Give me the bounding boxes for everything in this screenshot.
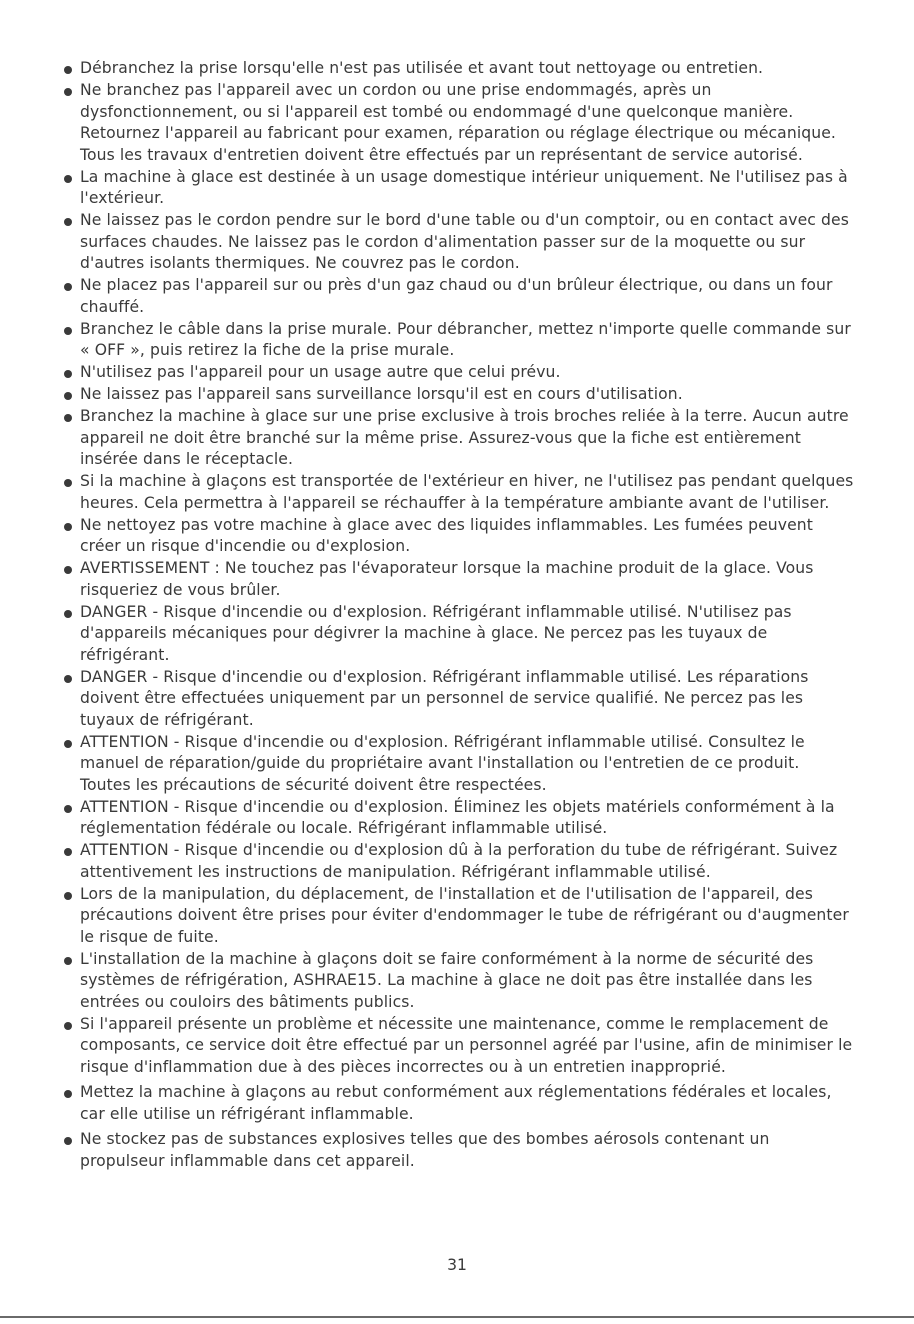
safety-instructions-list: [62, 58, 854, 1173]
list-item: [62, 884, 854, 949]
list-item: [62, 319, 854, 362]
list-item: [62, 1014, 854, 1079]
list-item-text: Ne stockez pas de substances explosives telles que des bombes aérosols contenant un propulseur inflammable dans cet appareil.: [80, 1130, 770, 1170]
list-item: [62, 558, 854, 601]
list-item-text: Ne branchez pas l'appareil avec un cordon ou une prise endommagés, après un dysfonctionnement, ou si l'appareil est tombé ou endommagé d'une quelconque manière. Retournez l'appareil au fabricant pour examen, réparation ou réglage électrique ou mécanique. Tous les travaux d'entretien doivent être effectués par un représentant de service autorisé.: [80, 81, 836, 164]
bullet-icon: [64, 392, 72, 400]
list-item-text: Lors de la manipulation, du déplacement, de l'installation et de l'utilisation de l'appareil, des précautions doivent être prises pour éviter d'endommager le tube de réfrigérant ou d'augmenter le risque de fuite.: [80, 884, 849, 946]
list-item: [62, 602, 854, 667]
list-item-text: Mettez la machine à glaçons au rebut conformément aux réglementations fédérales et locales, car elle utilise un réfrigérant inflammable.: [80, 1083, 832, 1123]
bullet-icon: [64, 175, 72, 183]
list-item: [62, 362, 854, 384]
list-item: [62, 210, 854, 275]
bullet-icon: [64, 414, 72, 422]
bullet-icon: [64, 1022, 72, 1030]
list-item-text: Ne nettoyez pas votre machine à glace avec des liquides inflammables. Les fumées peuvent créer un risque d'incendie ou d'explosion.: [80, 515, 813, 555]
list-item: [62, 58, 854, 80]
list-item: [62, 406, 854, 471]
list-item: [62, 1082, 854, 1125]
list-item-text: L'installation de la machine à glaçons doit se faire conformément à la norme de sécurité des systèmes de réfrigération, ASHRAE15. La machine à glace ne doit pas être installée dans les entrées ou couloirs des bâtiments publics.: [80, 949, 814, 1011]
list-item-text: Si l'appareil présente un problème et nécessite une maintenance, comme le remplacement de composants, ce service doit être effectué par un personnel agréé par l'usine, afin de minimiser le risque d'inflammation due à des pièces incorrectes ou à un entretien inapproprié.: [80, 1014, 853, 1076]
list-item: [62, 840, 854, 883]
bullet-icon: [64, 370, 72, 378]
bullet-icon: [64, 479, 72, 487]
list-item-text: ATTENTION - Risque d'incendie ou d'explosion dû à la perforation du tube de réfrigérant. Suivez attentivement les instructions de manipulation. Réfrigérant inflammable utilisé.: [80, 841, 838, 881]
list-item: [62, 1129, 854, 1172]
list-item: [62, 515, 854, 558]
list-item-text: La machine à glace est destinée à un usage domestique intérieur uniquement. Ne l'utilisez pas à l'extérieur.: [80, 167, 848, 207]
list-item-text: Débranchez la prise lorsqu'elle n'est pas utilisée et avant tout nettoyage ou entretien.: [80, 59, 764, 77]
list-item: [62, 797, 854, 840]
list-item: [62, 949, 854, 1014]
list-item: [62, 732, 854, 797]
list-item-text: N'utilisez pas l'appareil pour un usage autre que celui prévu.: [80, 363, 561, 381]
list-item: [62, 167, 854, 210]
list-item-text: Si la machine à glaçons est transportée de l'extérieur en hiver, ne l'utilisez pas pendant quelques heures. Cela permettra à l'appareil se réchauffer à la température ambiante avant de l'utiliser.: [80, 472, 854, 512]
bullet-icon: [64, 1090, 72, 1098]
bullet-icon: [64, 327, 72, 335]
bullet-icon: [64, 283, 72, 291]
bullet-icon: [64, 892, 72, 900]
bullet-icon: [64, 1137, 72, 1145]
bullet-icon: [64, 957, 72, 965]
list-item-text: ATTENTION - Risque d'incendie ou d'explosion. Éliminez les objets matériels conformément à la réglementation fédérale ou locale. Réfrigérant inflammable utilisé.: [80, 797, 835, 837]
bullet-icon: [64, 740, 72, 748]
bottom-divider: [0, 1316, 914, 1318]
list-item: [62, 667, 854, 732]
bullet-icon: [64, 66, 72, 74]
bullet-icon: [64, 218, 72, 226]
list-item-text: Ne placez pas l'appareil sur ou près d'un gaz chaud ou d'un brûleur électrique, ou dans un four chauffé.: [80, 276, 833, 316]
list-item-text: Branchez la machine à glace sur une prise exclusive à trois broches reliée à la terre. Aucun autre appareil ne doit être branché sur la même prise. Assurez-vous que la fiche est entièrement insérée dans le réceptacle.: [80, 407, 849, 468]
bullet-icon: [64, 566, 72, 574]
list-item-text: ATTENTION - Risque d'incendie ou d'explosion. Réfrigérant inflammable utilisé. Consultez le manuel de réparation/guide du propriétaire avant l'installation ou l'entretien de ce produit. Toutes les précautions de sécurité doivent être respectées.: [80, 732, 805, 794]
list-item-text: AVERTISSEMENT : Ne touchez pas l'évaporateur lorsque la machine produit de la glace. Vous risqueriez de vous brûler.: [80, 559, 814, 599]
bullet-icon: [64, 848, 72, 856]
list-item: [62, 275, 854, 318]
list-item-text: DANGER - Risque d'incendie ou d'explosion. Réfrigérant inflammable utilisé. Les réparations doivent être effectuées uniquement par un personnel de service qualifié. Ne percez pas les tuyaux de réfrigérant.: [80, 667, 809, 729]
list-item-text: Ne laissez pas le cordon pendre sur le bord d'une table ou d'un comptoir, ou en contact avec des surfaces chaudes. Ne laissez pas le cordon d'alimentation passer sur de la moquette ou sur d'autres isolants thermiques. Ne couvrez pas le cordon.: [80, 211, 849, 272]
list-item-text: DANGER - Risque d'incendie ou d'explosion. Réfrigérant inflammable utilisé. N'utilisez pas d'appareils mécaniques pour dégivrer la machine à glace. Ne percez pas les tuyaux de réfrigérant.: [80, 602, 792, 664]
list-item-text: Branchez le câble dans la prise murale. Pour débrancher, mettez n'importe quelle commande sur « OFF », puis retirez la fiche de la prise murale.: [80, 319, 851, 359]
bullet-icon: [64, 523, 72, 531]
list-item: [62, 384, 854, 406]
list-item: [62, 471, 854, 514]
list-item: [62, 80, 854, 166]
list-item-text: Ne laissez pas l'appareil sans surveillance lorsqu'il est en cours d'utilisation.: [80, 385, 683, 403]
bullet-icon: [64, 88, 72, 96]
bullet-icon: [64, 610, 72, 618]
bullet-icon: [64, 805, 72, 813]
bullet-icon: [64, 675, 72, 683]
page-number: 31: [447, 1256, 467, 1274]
